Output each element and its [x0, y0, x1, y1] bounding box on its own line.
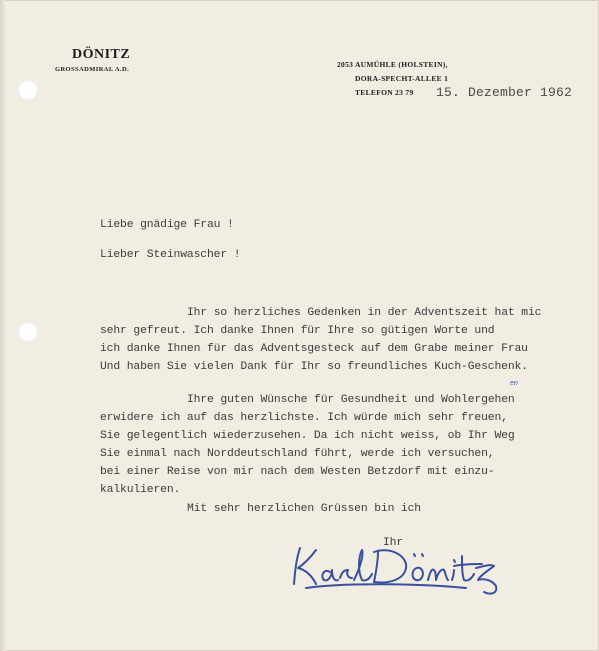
- closing: Ihr: [383, 537, 404, 549]
- body-line-1: Ihr so herzliches Gedenken in der Adventszeit hat mic: [187, 307, 542, 319]
- letterhead-title: GROSSADMIRAL A.D.: [55, 66, 130, 73]
- signature-image: [286, 538, 518, 598]
- salutation-line-2: Lieber Steinwascher !: [100, 249, 241, 261]
- body-line-7: Sie gelegentlich wiederzusehen. Da ich nicht weiss, ob Ihr Weg: [100, 430, 515, 442]
- punch-hole-top: [18, 80, 38, 100]
- salutation-line-1: Liebe gnädige Frau !: [100, 219, 234, 231]
- body-line-9: bei einer Reise von mir nach dem Westen Betzdorf mit einzu-: [100, 466, 495, 478]
- body-line-3: ich danke Ihnen für das Adventsgesteck auf dem Grabe meiner Frau: [100, 343, 528, 355]
- letter-date: 15. Dezember 1962: [436, 85, 573, 100]
- letterhead-name: DÖNITZ: [72, 47, 131, 62]
- letterhead-address-line-2: DORA-SPECHT-ALLEE 1: [355, 74, 449, 83]
- body-line-10: kalkulieren.: [100, 484, 181, 496]
- body-line-2: sehr gefreut. Ich danke Ihnen für Ihre so gütigen Worte und: [100, 325, 495, 337]
- handwritten-insert: en: [510, 380, 518, 387]
- body-line-5: Ihre guten Wünsche für Gesundheit und Wohlergehen: [187, 394, 515, 406]
- punch-hole-bottom: [18, 322, 38, 342]
- body-line-11: Mit sehr herzlichen Grüssen bin ich: [187, 503, 421, 515]
- page-edge: [0, 0, 6, 651]
- body-line-8: Sie einmal nach Norddeutschland führt, werde ich versuchen,: [100, 448, 495, 460]
- letterhead-phone: TELEFON 23 79: [355, 88, 414, 97]
- body-line-4: Und haben Sie vielen Dank für Ihr so freundliches Kuch-Geschenk.: [100, 361, 528, 373]
- letterhead-address-line-1: 2053 AUMÜHLE (HOLSTEIN),: [337, 60, 448, 69]
- body-line-6: erwidere ich auf das herzlichste. Ich würde mich sehr freuen,: [100, 412, 508, 424]
